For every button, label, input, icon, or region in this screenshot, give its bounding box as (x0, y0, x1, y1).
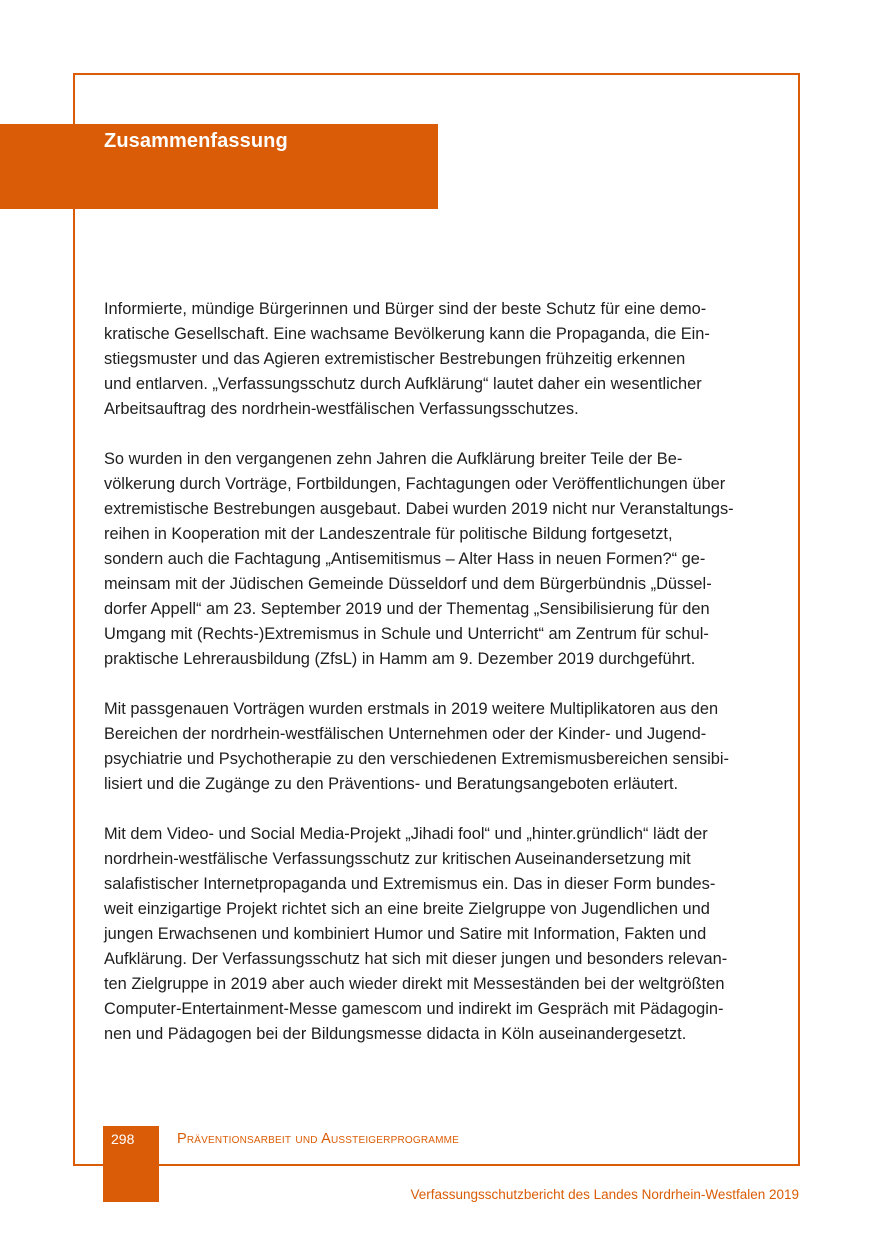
text-line: reihen in Kooperation mit der Landeszentrale für politische Bildung fortgesetzt, (104, 525, 673, 543)
text-line: ten Zielgruppe in 2019 aber auch wieder direkt mit Messeständen bei der weltgrößten (104, 975, 725, 993)
body-text (104, 297, 784, 1072)
text-line: dorfer Appell“ am 23. September 2019 und der Thementag „Sensibilisierung für den (104, 600, 710, 618)
publication-footer: Verfassungsschutzbericht des Landes Nordrhein-Westfalen 2019 (410, 1187, 799, 1202)
text-line: Mit dem Video- und Social Media-Projekt „Jihadi fool“ und „hinter.gründlich“ lädt der (104, 825, 708, 843)
text-line: Bereichen der nordrhein-westfälischen Unternehmen oder der Kinder- und Jugend- (104, 725, 707, 743)
text-line: nen und Pädagogen bei der Bildungsmesse didacta in Köln auseinandergesetzt. (104, 1025, 687, 1043)
page-number: 298 (111, 1131, 135, 1147)
text-line: Arbeitsauftrag des nordrhein-westfälischen Verfassungsschutzes. (104, 400, 579, 418)
text-line: Informierte, mündige Bürgerinnen und Bürger sind der beste Schutz für eine demo- (104, 300, 707, 318)
text-line: praktische Lehrerausbildung (ZfsL) in Hamm am 9. Dezember 2019 durchgeführt. (104, 650, 696, 668)
text-line: und entlarven. „Verfassungsschutz durch Aufklärung“ lautet daher ein wesentlicher (104, 375, 702, 393)
text-line: So wurden in den vergangenen zehn Jahren die Aufklärung breiter Teile der Be- (104, 450, 683, 468)
text-line: Mit passgenauen Vorträgen wurden erstmals in 2019 weitere Multiplikatoren aus den (104, 700, 719, 718)
text-line: nordrhein-westfälische Verfassungsschutz zur kritischen Auseinandersetzung mit (104, 850, 691, 868)
text-line: weit einzigartige Projekt richtet sich an eine breite Zielgruppe von Jugendlichen und (104, 900, 710, 918)
text-line: meinsam mit der Jüdischen Gemeinde Düsseldorf und dem Bürgerbündnis „Düssel- (104, 575, 712, 593)
text-line: extremistische Bestrebungen ausgebaut. Dabei wurden 2019 nicht nur Veranstaltungs- (104, 500, 734, 518)
paragraph (104, 297, 784, 422)
paragraph (104, 697, 784, 797)
section-label: Präventionsarbeit und Aussteigerprogramme (177, 1131, 460, 1147)
paragraph (104, 822, 784, 1047)
text-line: psychiatrie und Psychotherapie zu den verschiedenen Extremismusbereichen sensibi- (104, 750, 729, 768)
text-line: kratische Gesellschaft. Eine wachsame Bevölkerung kann die Propaganda, die Ein- (104, 325, 710, 343)
text-line: Umgang mit (Rechts-)Extremismus in Schule und Unterricht“ am Zentrum für schul- (104, 625, 709, 643)
text-line: jungen Erwachsenen und kombiniert Humor und Satire mit Information, Fakten und (104, 925, 707, 943)
text-line: lisiert und die Zugänge zu den Präventions- und Beratungsangeboten erläutert. (104, 775, 679, 793)
text-line: sondern auch die Fachtagung „Antisemitismus – Alter Hass in neuen Formen?“ ge- (104, 550, 706, 568)
text-line: Aufklärung. Der Verfassungsschutz hat sich mit dieser jungen und besonders relevan- (104, 950, 728, 968)
text-line: salafistischer Internetpropaganda und Extremismus ein. Das in dieser Form bundes- (104, 875, 716, 893)
text-line: Computer-Entertainment-Messe gamescom und indirekt im Gespräch mit Pädagogin- (104, 1000, 724, 1018)
page-title: Zusammenfassung (104, 130, 288, 152)
paragraph (104, 447, 784, 672)
text-line: völkerung durch Vorträge, Fortbildungen, Fachtagungen oder Veröffentlichungen über (104, 475, 726, 493)
text-line: stiegsmuster und das Agieren extremistischer Bestrebungen frühzeitig erkennen (104, 350, 686, 368)
